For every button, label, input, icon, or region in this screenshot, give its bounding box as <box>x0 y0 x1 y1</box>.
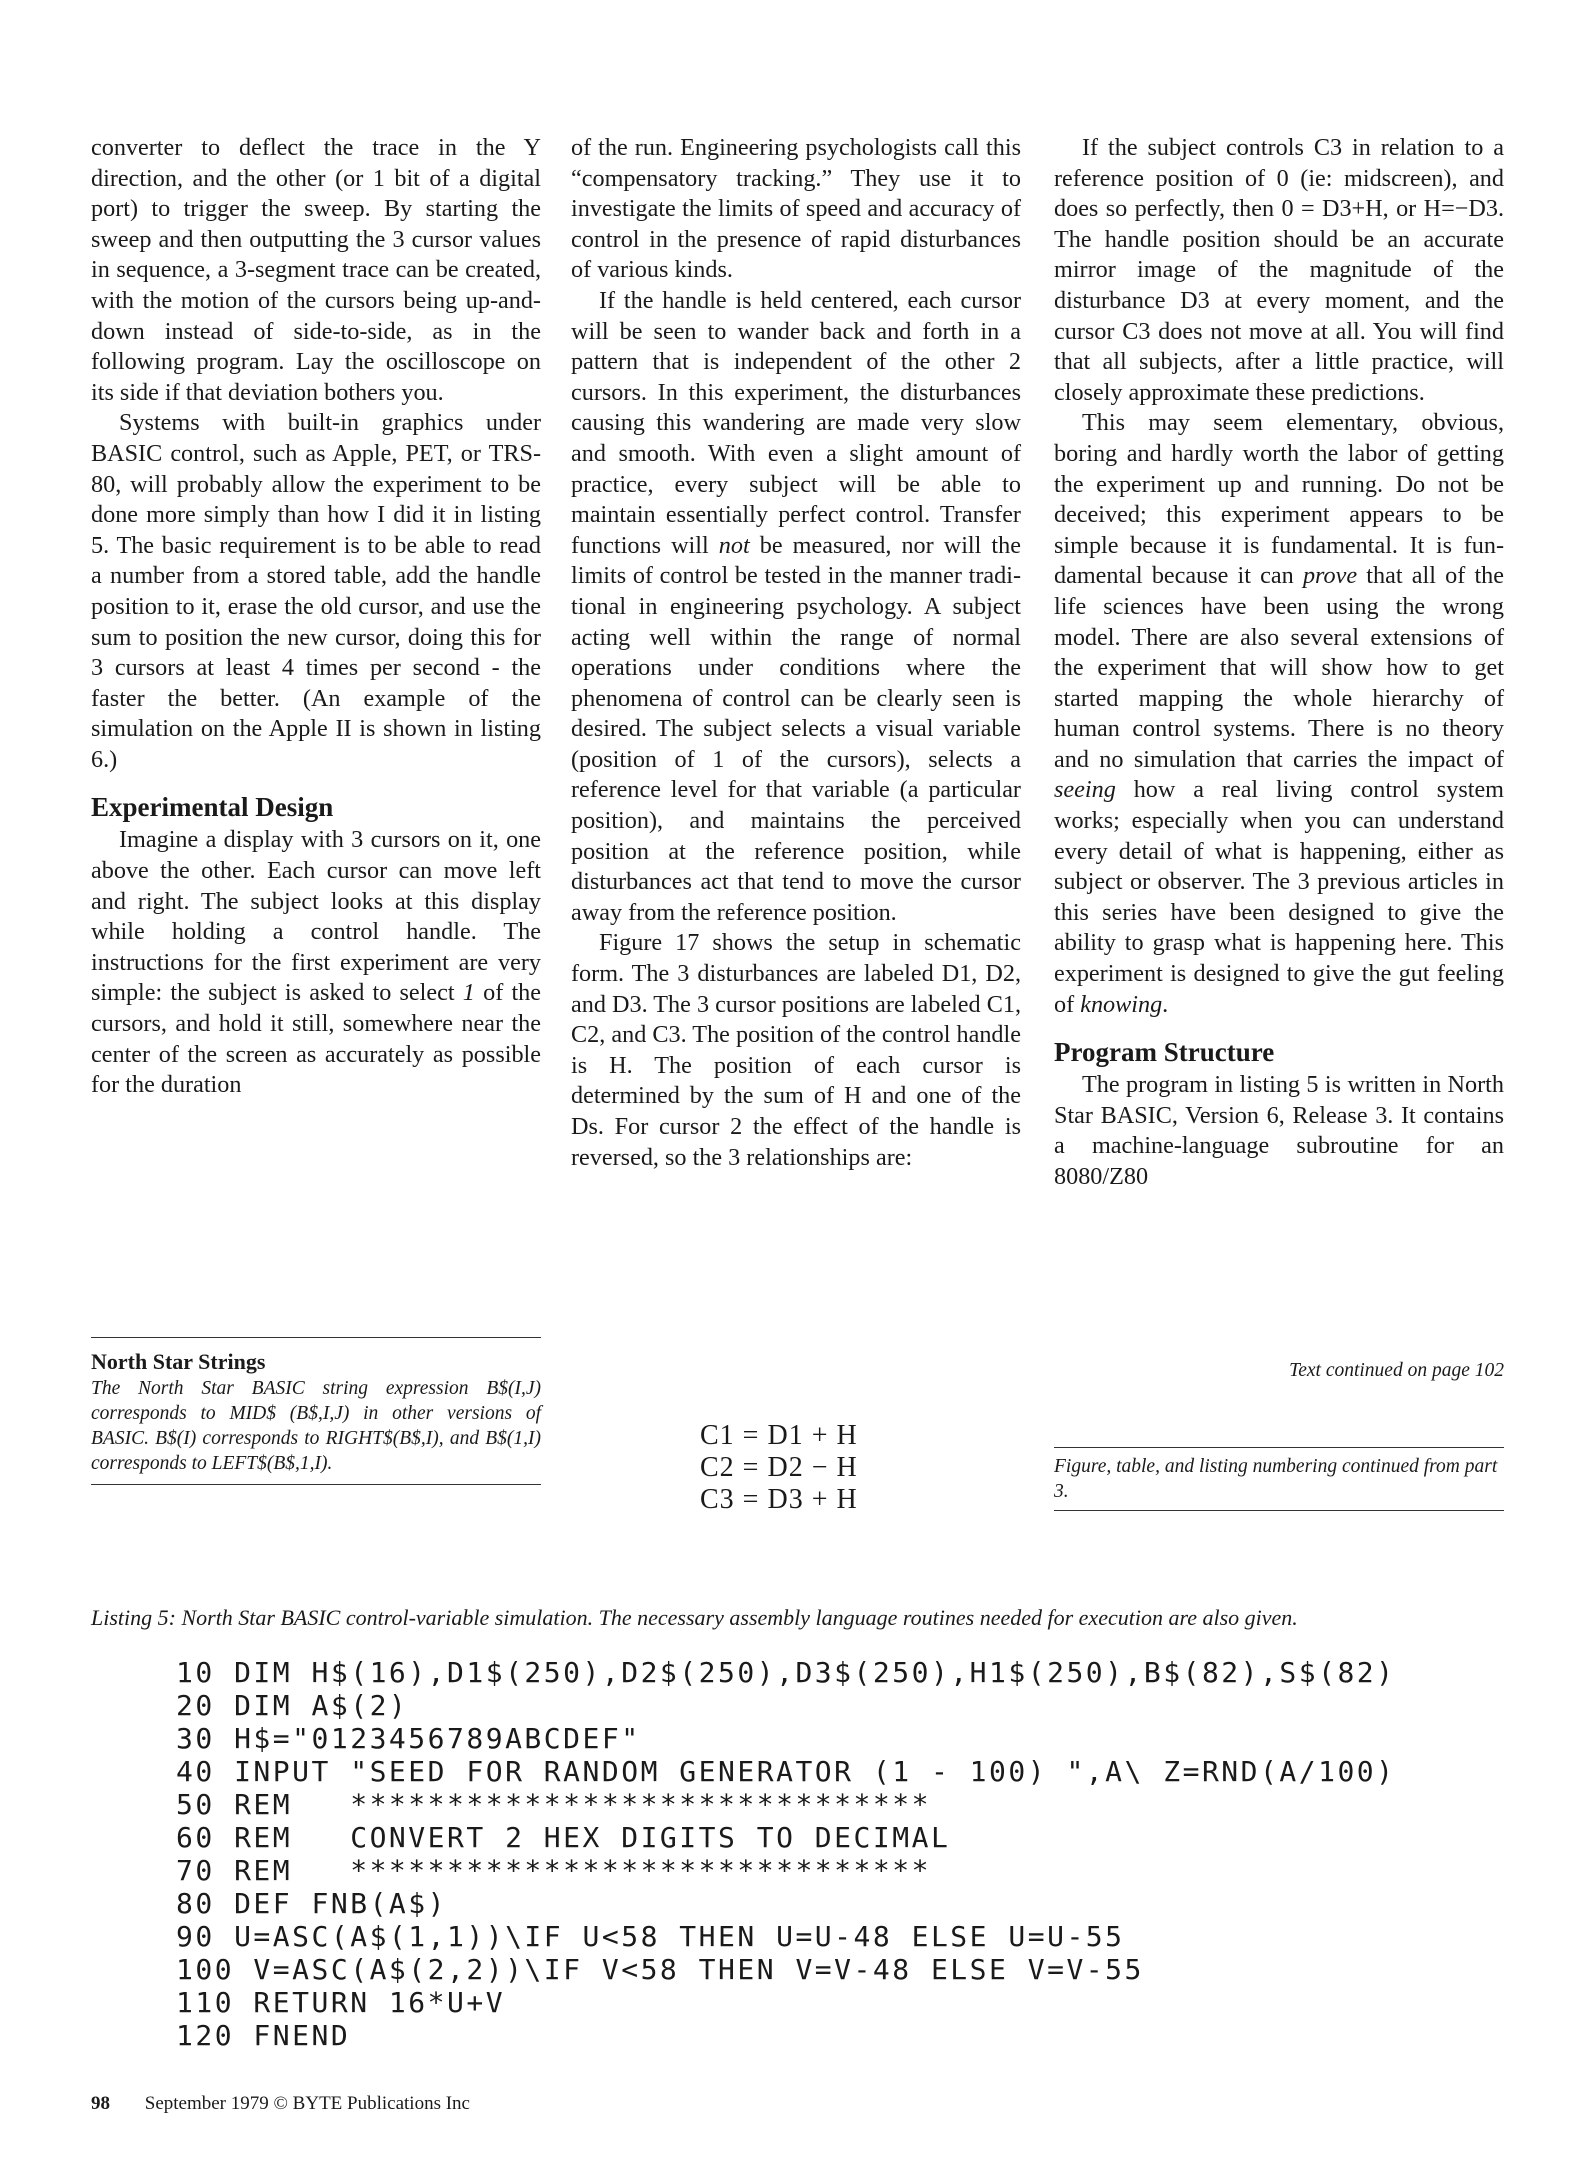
sidebar-text: The North Star BASIC string expression B$(I,J) corresponds to MID$ (B$,I,J) in other versions of BASIC. B$(I) corresponds to RIGHT$(B$,I), and B$(1,I) corresponds to LEFT$(B$,1,I). <box>91 1378 541 1474</box>
text-run: . <box>1162 990 1169 1018</box>
equation-c3: C3 = D3 + H <box>700 1484 858 1515</box>
text-run: of the cursors, and hold it still, somewhere near the center of the screen as accurately as possible for the duration <box>91 979 541 1099</box>
paragraph: The program in listing 5 is written in North Star BASIC, Version 6, Release 3. It contains a machine-language subroutine for an 8080/Z80 <box>1054 1071 1504 1190</box>
emphasis: seeing <box>1054 776 1116 804</box>
paragraph: If the subject controls C3 in relation to a reference position of 0 (ie: midscreen), and does so perfectly, then 0 = D3+H, or H=−D3. The handle position should be an accurate mirror image of the magnitude of the disturbance D3 at every moment, and the cursor C3 does not move at all. You will find that all subjects, after a little practice, will closely approximate these predictions. <box>1054 134 1504 406</box>
page-footer <box>91 2093 470 2115</box>
code-line: 20 DIM A$(2) <box>176 1689 409 1722</box>
text-run: This may seem elementary, obvious, boring and hardly worth the labor of getting the experiment up and running. Do not be deceived; this experiment appears to be simple because it is fundamental. It is fundamental because it can <box>1054 409 1504 590</box>
code-line: 120 FNEND <box>176 2019 351 2052</box>
footer-text: September 1979 © BYTE Publications Inc <box>144 2093 470 2114</box>
text-run: be measured, nor will the limits of control be tested in the manner traditional in engineering psychology. A subject acting well within the range of normal operations under conditions where the phenomena of control can be clearly seen is desired. The subject selects a visual variable (position of 1 of the cursors), selects a reference level for that variable (a particular position), and maintains the perceived position at the reference position, while disturbances act that tend to move the cursor away from the reference position. <box>571 531 1021 926</box>
equation-c1: C1 = D1 + H <box>700 1420 858 1451</box>
code-line: 110 RETURN 16*U+V <box>176 1986 506 2019</box>
code-line: 100 V=ASC(A$(2,2))\IF V<58 THEN V=V-48 ELSE V=V-55 <box>176 1953 1144 1986</box>
code-line: 40 INPUT "SEED FOR RANDOM GENERATOR (1 - 100) ",A\ Z=RND(A/100) <box>176 1755 1396 1788</box>
code-line: 90 U=ASC(A$(1,1))\IF U<58 THEN U=U-48 ELSE U=U-55 <box>176 1920 1125 1953</box>
text-run: Imagine a display with 3 cursors on it, one above the other. Each cursor can move left and right. The subject looks at this display while holding a control handle. The instructions for the first experiment are very simple: the subject is asked to select <box>91 826 541 1007</box>
code-listing <box>176 1656 1476 2052</box>
equation-c2: C2 = D2 − H <box>700 1452 858 1483</box>
numbering-note: Figure, table, and listing numbering continued from part 3. <box>1054 1447 1504 1511</box>
section-heading-experimental-design: Experimental Design <box>91 792 334 823</box>
emphasis: not <box>718 531 750 559</box>
code-line: 70 REM ****************************** <box>176 1854 931 1887</box>
paragraph: of the run. Engineering psychologists call this “compensatory tracking.” They use it to investigate the limits of speed and accuracy of control in the presence of rapid disturbances of various kinds. <box>571 134 1021 284</box>
code-line: 60 REM CONVERT 2 HEX DIGITS TO DECIMAL <box>176 1821 951 1854</box>
text-run: how a real living control system works; especially when you can understand every detail of what is happening, either as subject or observer. The 3 previous articles in this series have been designed to give the ability to grasp what is happening here. This experiment is designed to give the gut feeling of <box>1054 776 1504 1018</box>
page-number: 98 <box>91 2093 110 2114</box>
paragraph: converter to deflect the trace in the Y direction, and the other (or 1 bit of a digital port) to trigger the sweep. By starting the sweep and then outputting the 3 cursor values in sequence, a 3-segment trace can be created, with the motion of the cursors being up-and-down instead of side-to-side, as in the following program. Lay the oscilloscope on its side if that deviation bothers you. <box>91 134 541 406</box>
emphasis: 1 <box>462 979 475 1007</box>
code-line: 30 H$="0123456789ABCDEF" <box>176 1722 641 1755</box>
paragraph: Systems with built-in graphics under BASIC control, such as Apple, PET, or TRS-80, will probably allow the experiment to be done more simply than how I did it in listing 5. The basic requirement is to be able to read a number from a stored table, add the handle position to it, erase the old cursor, and use the sum to position the new cursor, doing this for 3 cursors at least 4 times per second - the faster the better. (An example of the simulation on the Apple II is shown in listing 6.) <box>91 409 541 773</box>
column-3 <box>1054 133 1504 1193</box>
code-line: 80 DEF FNB(A$) <box>176 1887 448 1920</box>
emphasis: prove <box>1302 562 1358 590</box>
paragraph <box>1054 408 1504 1020</box>
continued-note: Text continued on page 102 <box>1289 1360 1504 1381</box>
code-line: 10 DIM H$(16),D1$(250),D2$(250),D3$(250),H1$(250),B$(82),S$(82) <box>176 1656 1396 1689</box>
text-run: that all of the life sciences have been using the wrong model. There are also several extensions of the experiment that will show how to get started mapping the whole hierarchy of human control systems. There is no theory and no simulation that carries the impact of <box>1054 562 1504 773</box>
listing-caption: Listing 5: North Star BASIC control-variable simulation. The necessary assembly language routines needed for execution are also given. <box>91 1605 1298 1630</box>
paragraph <box>91 825 541 1100</box>
column-2 <box>571 133 1021 1173</box>
sidebar-title: North Star Strings <box>91 1349 266 1374</box>
section-heading-program-structure: Program Structure <box>1054 1037 1275 1068</box>
sidebar-north-star-strings <box>91 1337 541 1485</box>
equations <box>700 1420 960 1516</box>
paragraph <box>571 286 1021 928</box>
text-run: If the handle is held centered, each cursor will be seen to wander back and forth in a pattern that is independent of the other 2 cursors. In this experiment, the disturbances causing this wandering are made very slow and smooth. With even a slight amount of practice, every subject will be able to maintain essentially perfect control. Transfer functions will <box>571 286 1021 559</box>
emphasis: knowing <box>1080 990 1163 1018</box>
column-1 <box>91 133 541 1101</box>
paragraph: Figure 17 shows the setup in schematic form. The 3 disturbances are labeled D1, D2, and D3. The 3 cursor positions are labeled C1, C2, and C3. The position of the control handle is H. The position of each cursor is determined by the sum of H and one of the Ds. For cursor 2 the effect of the handle is reversed, so the 3 relationships are: <box>571 929 1021 1171</box>
code-line: 50 REM ****************************** <box>176 1788 931 1821</box>
